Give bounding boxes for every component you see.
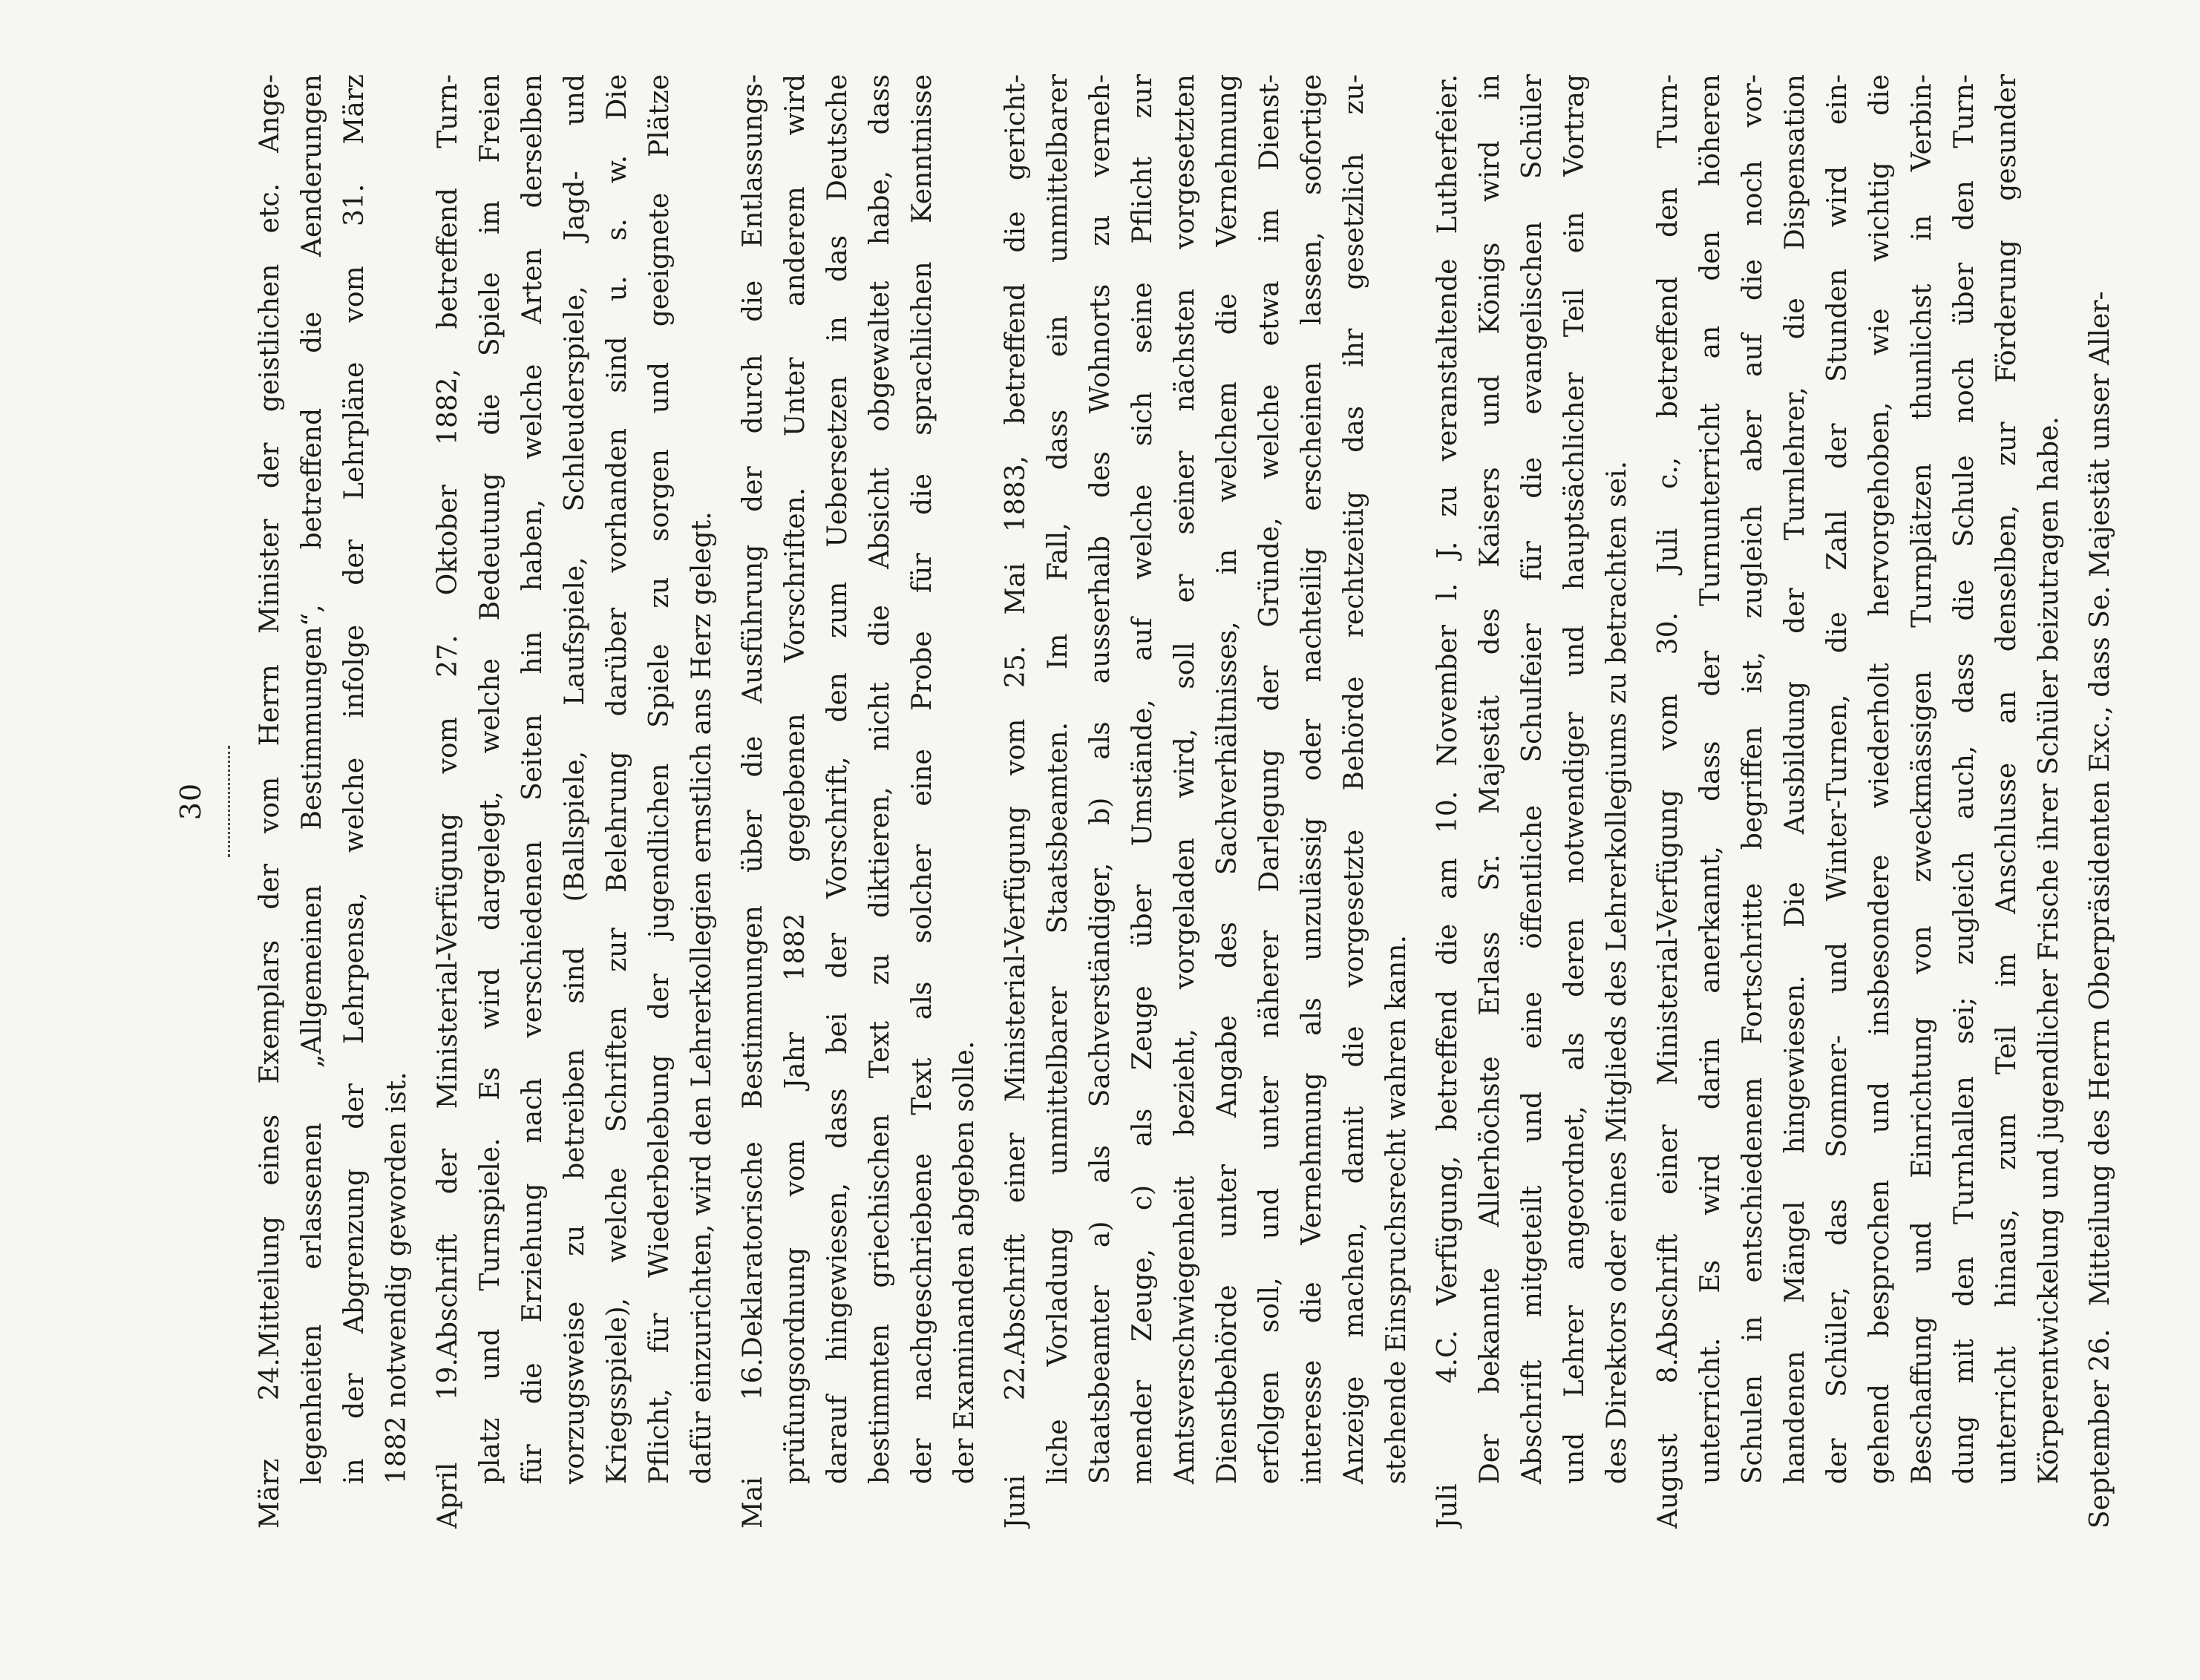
entry — [1647, 74, 2070, 1529]
entry-text-line: für die Erziehung nach verschiedenen Seiten hin haben, welche Arten derselben — [517, 74, 548, 1484]
entry-text-line: in der Abgrenzung der Lehrpensa, welche infolge der Lehrpläne vom 31. März — [339, 74, 370, 1484]
entry-text-line: darauf hingewiesen, dass bei der Vorschrift, den zum Uebersetzen in das Deutsche — [822, 74, 853, 1484]
entry-text-line: Kriegsspiele), welche Schriften zur Belehrung darüber vorhanden sind u. s. w. Die — [602, 74, 632, 1484]
entry-text-line: legenheiten erlassenen „Allgemeinen Bestimmungen“, betreffend die Aenderungen — [297, 74, 327, 1484]
entry-date: April 19. — [433, 1358, 463, 1529]
entry-text-line: Abschrift mitgeteilt und eine öffentliche Schulfeier für die evangelischen Schüler — [1517, 74, 1548, 1484]
entry-text-line: Körperentwickelung und jugendlicher Frische ihrer Schüler beizutragen habe. — [2034, 416, 2064, 1484]
entry — [1427, 74, 1638, 1529]
entry-text-line: Abschrift einer Ministerial-Verfügung vom 25. Mai 1883, betreffend die gericht- — [1001, 74, 1031, 1358]
entry-text-line: platz und Turnspiele. Es wird dargelegt, welche Bedeutung die Spiele im Freien — [475, 74, 505, 1484]
entry-text-line: Mitteilung eines Exemplars der vom Herrn Minister der geistlichen etc. Ange- — [255, 74, 285, 1358]
entry — [249, 74, 418, 1529]
entry-text-line: Mitteilung des Herrn Oberpräsidenten Exc., dass Se. Majestät unser Aller- — [2085, 291, 2115, 1306]
entry-text-line: erfolgen soll, und unter näherer Darlegung der Gründe, welche etwa im Dienst- — [1254, 74, 1285, 1484]
entry-first-line — [732, 74, 774, 1529]
entry-text-line: Abschrift einer Ministerial-Verfügung vom 30. Juli c., betreffend den Turn- — [1653, 74, 1683, 1358]
entry-first-line — [995, 74, 1037, 1529]
entry-text-line: Staatsbeamter a) als Sachverständiger, b) als ausserhalb des Wohnorts zu verneh- — [1085, 74, 1116, 1484]
entry-text-line: vorzugsweise zu betreiben sind (Ballspiele, Laufspiele, Schleuderspiele, Jagd- und — [560, 74, 590, 1484]
entry-text-line: unterricht. Es wird darin anerkannt, dass der Turnunterricht an den höheren — [1695, 74, 1726, 1484]
entry-text-line: des Direktors oder eines Mitglieds des Lehrerkollegiums zu betrachten sei. — [1602, 461, 1632, 1484]
entry — [995, 74, 1418, 1529]
page-number-ornament — [228, 746, 230, 857]
entry-text-line: Beschaffung und Einrichtung von zweckmässigen Turnplätzen thunlichst in Verbin- — [1907, 74, 1937, 1484]
entry-first-line — [427, 74, 469, 1529]
entry-text-line: bestimmten griechischen Text zu diktieren, nicht die Absicht obgewaltet habe, dass — [865, 74, 895, 1484]
entry-date: Juni 22. — [1001, 1358, 1031, 1529]
entry-text-line: C. Verfügung, betreffend die am 10. November l. J. zu veranstaltende Lutherfeier. — [1433, 74, 1463, 1358]
entry — [2079, 74, 2121, 1529]
entry-text-line: Anzeige machen, damit die vorgesetzte Behörde rechtzeitig das ihr gesetzlich zu- — [1339, 74, 1369, 1484]
entry-text-line: Der bekannte Allerhöchste Erlass Sr. Majestät des Kaisers und Königs wird in — [1475, 74, 1505, 1484]
page-number: 30 — [174, 782, 207, 821]
entry-text-line: gehend besprochen und insbesondere wiederholt hervorgehoben, wie wichtig die — [1865, 74, 1895, 1484]
entry-text-line: der Examinanden abgeben solle. — [949, 1040, 980, 1484]
entry-text-line: liche Vorladung unmittelbarer Staatsbeamten. Im Fall, dass ein unmittelbarer — [1043, 74, 1073, 1484]
entry-text-line: Abschrift der Ministerial-Verfügung vom 27. Oktober 1882, betreffend Turn- — [433, 74, 463, 1358]
entry-text-line: Pflicht, für Wiederbelebung der jugendlichen Spiele zu sorgen und geeignete Plätze — [644, 74, 675, 1484]
entry-text-line: stehende Einspruchsrecht wahren kann. — [1381, 935, 1412, 1484]
entry-date: August 8. — [1653, 1358, 1683, 1529]
entry-text-line: der nachgeschriebene Text als solcher eine Probe für die sprachlichen Kenntnisse — [907, 74, 937, 1484]
entry-text-line: Amtsverschwiegenheit bezieht, vorgeladen wird, soll er seiner nächsten vorgesetzten — [1170, 74, 1200, 1484]
entry-first-line — [2079, 74, 2121, 1529]
entry-first-line — [249, 74, 291, 1529]
entry-text-line: der Schüler, das Sommer- und Winter-Turnen, die Zahl der Stunden wird ein- — [1822, 74, 1853, 1484]
entry-text-line: Deklaratorische Bestimmungen über die Ausführung der durch die Entlassungs- — [738, 74, 768, 1358]
entry-text-line: mender Zeuge, c) als Zeuge über Umstände, auf welche sich seine Pflicht zur — [1127, 74, 1158, 1484]
entry-text-line: dafür einzurichten, wird den Lehrerkollegien ernstlich ans Herz gelegt. — [687, 511, 717, 1484]
entry-text-line: Dienstbehörde unter Angabe des Sachverhältnisses, in welchem die Vernehmung — [1212, 74, 1243, 1484]
rotated-text-block — [174, 74, 2115, 1529]
entry-first-line — [1647, 74, 1689, 1529]
entry-text-line: 1882 notwendig geworden ist. — [382, 1072, 412, 1484]
entry-text-line: Schulen in entschiedenem Fortschritte begriffen ist, zugleich aber auf die noch vor- — [1738, 74, 1768, 1484]
entry-date: März 24. — [255, 1358, 285, 1529]
entry-text-line: unterricht hinaus, zum Teil im Anschlusse an denselben, zur Förderung gesunder — [1991, 74, 2022, 1484]
entry-first-line — [1427, 74, 1469, 1529]
entry-text-line: dung mit den Turnhallen sei; zugleich auch, dass die Schule noch über den Turn- — [1949, 74, 1980, 1484]
entry-text-line: und Lehrer angeordnet, als deren notwendiger und hauptsächlicher Teil ein Vortrag — [1559, 74, 1590, 1484]
entry-date: Juli 4. — [1433, 1358, 1463, 1529]
entry-text-line: handenen Mängel hingewiesen. Die Ausbildung der Turnlehrer, die Dispensation — [1780, 74, 1810, 1484]
entry-date: September 26. — [2085, 1328, 2115, 1529]
entry-text-line: interesse die Vernehmung als unzulässig oder nachteilig erscheinen lassen, sofortige — [1297, 74, 1327, 1484]
entry — [732, 74, 986, 1529]
entry — [427, 74, 723, 1529]
entries-list — [249, 74, 2115, 1529]
entry-date: Mai 16. — [738, 1358, 768, 1529]
entry-text-line: prüfungsordnung vom Jahr 1882 gegebenen Vorschriften. Unter anderem wird — [780, 74, 811, 1484]
